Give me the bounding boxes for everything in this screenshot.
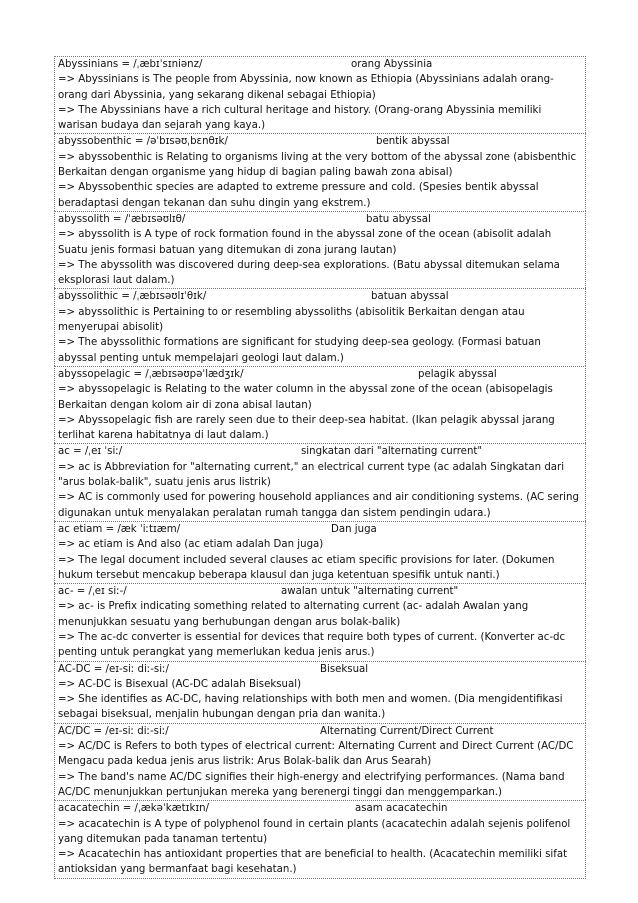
entry-head xyxy=(58,289,582,304)
entry-abyssolithic xyxy=(54,288,586,365)
entry-term: acacatechin = /ˌækəˈkætɪkɪn/ xyxy=(58,803,210,815)
entry-abyssobenthic xyxy=(54,133,586,210)
entry-head xyxy=(58,212,582,227)
entry-abyssopelagic xyxy=(54,366,586,443)
entry-term: ac etiam = /æk ˈiːtɪæm/ xyxy=(58,523,181,535)
entry-ac-prefix xyxy=(54,583,586,660)
entry-term: AC-DC = /eɪ-siː diː-siː/ xyxy=(58,663,169,675)
entry-definition: => AC-DC is Bisexual (AC-DC adalah Biseksual) xyxy=(58,678,302,690)
entry-translation: awalan untuk "alternating current" xyxy=(281,586,459,598)
entry-head xyxy=(58,801,582,816)
entry-definition: => Abyssinians is The people from Abyssinia, now known as Ethiopia (Abyssinians adalah orang-orang dari Abyssinia, yang sekarang dikenal sebagai Ethiopia) xyxy=(58,74,554,101)
entry-translation: orang Abyssinia xyxy=(351,59,433,70)
dictionary-page xyxy=(54,56,586,879)
entry-definition: => acacatechin is A type of polyphenol found in certain plants (acacatechin adalah sejenis polifenol yang ditemukan pada tanaman tertentu) xyxy=(58,818,571,845)
entry-ac-etiam xyxy=(54,521,586,583)
entry-example: => The abyssolithic formations are significant for studying deep-sea geology. (Formasi batuan abyssal penting untuk mempelajari geologi laut dalam.) xyxy=(58,337,541,364)
entry-example: => The Abyssinians have a rich cultural heritage and history. (Orang-orang Abyssinia memiliki warisan budaya dan sejarah yang kaya.) xyxy=(58,104,542,132)
entry-translation: Biseksual xyxy=(320,663,369,675)
entry-translation: singkatan dari "alternating current" xyxy=(301,446,483,458)
entry-example: => She identifies as AC-DC, having relationships with both men and women. (Dia mengidentifikasi sebagai biseksual, menjalin hubungan dengan pria dan wanita.) xyxy=(58,694,563,721)
entry-abyssolith xyxy=(54,211,586,288)
entry-head xyxy=(58,367,582,382)
entry-term: Abyssinians = /ˌæbɪˈsɪniənz/ xyxy=(58,59,203,70)
entry-translation: Dan juga xyxy=(331,523,377,535)
entry-definition: => abyssobenthic is Relating to organisms living at the very bottom of the abyssal zone (abisbenthic Berkaitan dengan organisme yang hidup di bagian paling bawah zona abisal) xyxy=(58,151,577,179)
entry-example: => The abyssolith was discovered during deep-sea explorations. (Batu abyssal ditemukan selama eksplorasi laut dalam.) xyxy=(58,259,560,287)
entry-example: => Acacatechin has antioxidant properties that are beneficial to health. (Acacatechin memiliki sifat antioksidan yang bermanfaat bagi kesehatan.) xyxy=(58,849,568,876)
entry-head xyxy=(58,584,582,599)
entry-head xyxy=(58,662,582,677)
entry-definition: => ac is Abbreviation for "alternating current," an electrical current type (ac adalah Singkatan dari "arus bolak-balik", suatu jenis arus listrik) xyxy=(58,461,565,489)
entry-definition: => ac- is Prefix indicating something related to alternating current (ac- adalah Awalan yang menunjukkan sesuatu yang berhubungan dengan arus bolak-balik) xyxy=(58,601,529,628)
entry-example: => Abyssopelagic fish are rarely seen due to their deep-sea habitat. (Ikan pelagik abyssal jarang terlihat karena habitatnya di laut dalam.) xyxy=(58,414,555,442)
entry-example: => Abyssobenthic species are adapted to extreme pressure and cold. (Spesies bentik abyssal beradaptasi dengan tekanan dan suhu dingin yang ekstrem.) xyxy=(58,182,539,209)
entry-translation: pelagik abyssal xyxy=(418,368,497,380)
entry-acacatechin xyxy=(54,800,586,878)
entry-head xyxy=(58,444,582,459)
entry-ac-dc-slash xyxy=(54,723,586,800)
entry-example: => The ac-dc converter is essential for devices that require both types of current. (Konverter ac-dc penting untuk perangkat yang memerlukan kedua jenis arus.) xyxy=(58,631,566,659)
entry-abyssinians xyxy=(54,56,586,133)
entry-translation: asam acacatechin xyxy=(355,803,448,815)
entry-example: => The legal document included several clauses ac etiam specific provisions for later. (Dokumen hukum tersebut mencakup beberapa klausul dan juga ketentuan spesifik untuk nanti.) xyxy=(58,554,555,581)
entry-translation: bentik abyssal xyxy=(376,136,450,148)
entry-term: AC/DC = /eɪ-siː diː-siː/ xyxy=(58,725,169,737)
entry-example: => AC is commonly used for powering household appliances and air conditioning systems. (AC sering digunakan untuk menyalakan peralatan rumah tangga dan sistem pendingin udara.) xyxy=(58,492,579,519)
entry-translation: batuan abyssal xyxy=(371,291,449,303)
entry-head xyxy=(58,724,582,739)
entry-example: => The band's name AC/DC signifies their high-energy and electrifying performances. (Nama band AC/DC menunjukkan pertunjukan mereka yang berenergi tinggi dan menggemparkan.) xyxy=(58,771,565,798)
entry-head xyxy=(58,134,582,149)
entry-term: abyssopelagic = /ˌæbɪsəʊpəˈlædʒɪk/ xyxy=(58,368,244,380)
entry-translation: batu abyssal xyxy=(366,213,431,225)
entry-ac-dc-dash xyxy=(54,661,586,723)
entry-translation: Alternating Current/Direct Current xyxy=(320,725,494,737)
entry-term: ac = /ˌeɪ ˈsiː/ xyxy=(58,446,123,458)
entry-term: abyssolithic = /ˌæbɪsəʊlɪˈθɪk/ xyxy=(58,291,207,303)
entry-definition: => abyssolithic is Pertaining to or resembling abyssoliths (abisolitik Berkaitan dengan atau menyerupai abisolit) xyxy=(58,306,525,334)
entry-ac xyxy=(54,443,586,520)
entry-term: abyssobenthic = /əˈbɪsəʊˌbɛnθɪk/ xyxy=(58,136,228,148)
entry-head xyxy=(58,522,582,537)
entry-term: abyssolith = /ˈæbɪsəʊlɪθ/ xyxy=(58,213,186,225)
entry-definition: => abyssolith is A type of rock formation found in the abyssal zone of the ocean (abisolit adalah Suatu jenis formasi batuan yang ditemukan di zona jurang lautan) xyxy=(58,229,552,256)
entry-definition: => abyssopelagic is Relating to the water column in the abyssal zone of the ocean (abisopelagis Berkaitan dengan kolom air di zona abisal lautan) xyxy=(58,384,553,411)
entry-definition: => AC/DC is Refers to both types of electrical current: Alternating Current and Direct Current (AC/DC Mengacu pada kedua jenis arus listrik: Arus Bolak-balik dan Arus Searah) xyxy=(58,741,574,768)
entry-definition: => ac etiam is And also (ac etiam adalah Dan juga) xyxy=(58,539,324,551)
entry-head xyxy=(58,57,582,72)
entry-term: ac- = /ˌeɪ siː-/ xyxy=(58,586,127,598)
